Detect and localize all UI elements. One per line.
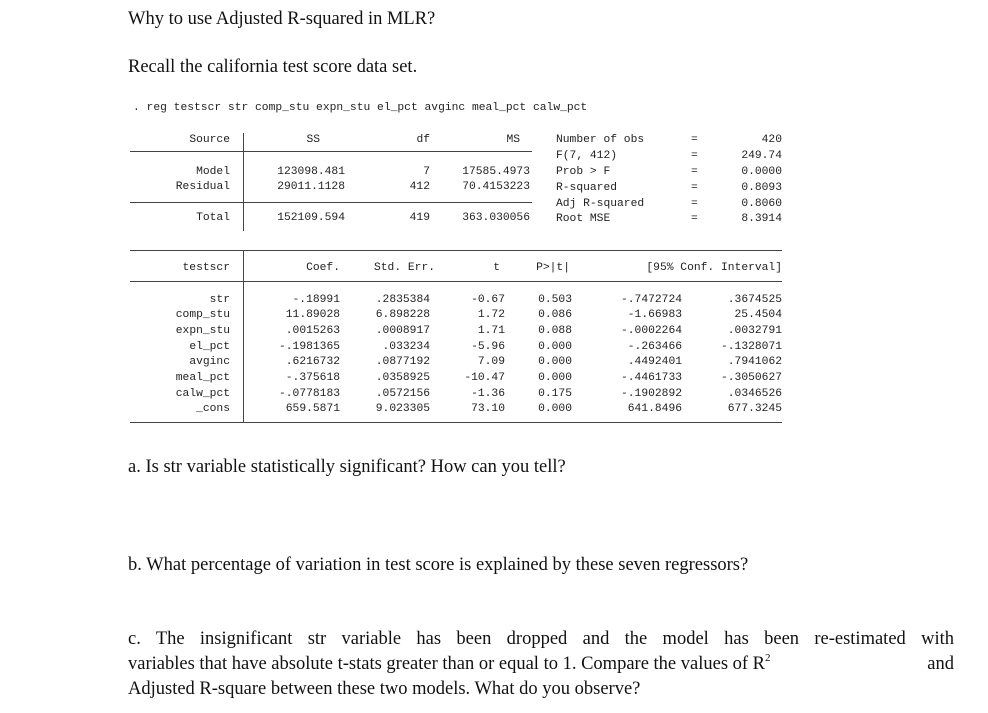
coef-row-se: .0358925 (375, 372, 430, 384)
fit-stat-value: 420 (761, 134, 782, 146)
coef-row-var: comp_stu (175, 309, 230, 321)
question-c-line3: Adjusted R-square between these two models. What do you observe? (128, 679, 641, 699)
anova-total-source: Total (196, 212, 230, 224)
anova-row-source: Model (196, 166, 230, 178)
fit-stat-label: Root MSE (556, 213, 611, 225)
anova-header-ss: SS (306, 134, 320, 146)
coef-header-t: t (493, 262, 500, 274)
question-c-and: and (922, 654, 954, 674)
coef-header-ci: [95% Conf. Interval] (646, 262, 782, 274)
anova-total-df: 419 (409, 212, 430, 224)
question-c-line1: c. The insignificant str variable has been dropped and the model has been re-estimated with (128, 629, 954, 649)
coef-row-se: .0572156 (375, 388, 430, 400)
fit-stat-eq: = (691, 134, 698, 146)
anova-total-rule (130, 202, 532, 203)
question-a: a. Is str variable statistically significant? How can you tell? (128, 457, 566, 477)
anova-header-source: Source (189, 134, 230, 146)
coef-bottom-rule (130, 422, 782, 423)
coef-row-var: calw_pct (175, 388, 230, 400)
coef-row-p: 0.000 (538, 372, 572, 384)
coef-row-t: -10.47 (464, 372, 505, 384)
anova-row-ms: 17585.4973 (462, 166, 530, 178)
question-c-line2 (128, 652, 954, 677)
anova-header-ms: MS (506, 134, 520, 146)
fit-stat-value: 0.8093 (741, 182, 782, 194)
coef-header-rule (130, 281, 782, 282)
fit-stat-label: Adj R-squared (556, 198, 645, 210)
anova-row-source: Residual (175, 181, 230, 193)
anova-header-rule (130, 151, 532, 152)
coef-row-se: 6.898228 (375, 309, 430, 321)
coef-row-p: 0.000 (538, 356, 572, 368)
coef-row-se: .0877192 (375, 356, 430, 368)
coef-row-p: 0.000 (538, 341, 572, 353)
coef-row-var: avginc (189, 356, 230, 368)
coef-row-ci-low: -.1902892 (620, 388, 682, 400)
anova-total-ms: 363.030056 (462, 212, 530, 224)
coef-header-se: Std. Err. (373, 262, 435, 274)
coef-row-se: .033234 (382, 341, 430, 353)
fit-stat-value: 0.0000 (741, 166, 782, 178)
question-c-line2-text (128, 652, 771, 677)
coef-row-ci-low: -.263466 (627, 341, 682, 353)
question-c-r-text: variables that have absolute t-stats greater than or equal to 1. Compare the values of R (128, 654, 766, 674)
coef-row-ci-high: 677.3245 (727, 403, 782, 415)
coef-row-p: 0.088 (538, 325, 572, 337)
coef-row-se: .0008917 (375, 325, 430, 337)
fit-stat-label: R-squared (556, 182, 618, 194)
coef-row-coef: -.375618 (285, 372, 340, 384)
page-heading: Why to use Adjusted R-squared in MLR? (128, 9, 436, 29)
fit-stat-eq: = (691, 150, 698, 162)
coef-row-se: 9.023305 (375, 403, 430, 415)
coef-row-ci-high: 25.4504 (734, 309, 782, 321)
coef-divider (243, 250, 244, 422)
fit-stat-value: 249.74 (741, 150, 782, 162)
fit-stat-eq: = (691, 182, 698, 194)
coef-row-coef: 659.5871 (285, 403, 340, 415)
coef-header-var: testscr (182, 262, 230, 274)
coef-row-coef: .6216732 (285, 356, 340, 368)
question-b: b. What percentage of variation in test score is explained by these seven regressors? (128, 555, 749, 575)
coef-row-coef: 11.89028 (285, 309, 340, 321)
fit-stat-label: F(7, 412) (556, 150, 618, 162)
coef-row-coef: -.1981365 (278, 341, 340, 353)
anova-row-df: 7 (423, 166, 430, 178)
coef-row-ci-high: .0032791 (727, 325, 782, 337)
coef-row-ci-low: -1.66983 (627, 309, 682, 321)
coef-row-var: expn_stu (175, 325, 230, 337)
coef-row-ci-high: .0346526 (727, 388, 782, 400)
coef-row-ci-high: -.3050627 (720, 372, 782, 384)
fit-stat-value: 0.8060 (741, 198, 782, 210)
coef-row-t: -1.36 (471, 388, 505, 400)
fit-stat-value: 8.3914 (741, 213, 782, 225)
coef-header-coef: Coef. (306, 262, 340, 274)
fit-stat-label: Number of obs (556, 134, 645, 146)
coef-row-t: -0.67 (471, 294, 505, 306)
coef-row-ci-low: -.4461733 (620, 372, 682, 384)
fit-stat-eq: = (691, 166, 698, 178)
coef-row-p: 0.175 (538, 388, 572, 400)
coef-row-ci-low: -.7472724 (620, 294, 682, 306)
coef-row-var: str (209, 294, 230, 306)
coef-row-coef: -.18991 (292, 294, 340, 306)
stata-command: . reg testscr str comp_stu expn_stu el_pct avginc meal_pct calw_pct (133, 102, 588, 114)
fit-stat-eq: = (691, 198, 698, 210)
anova-row-ss: 123098.481 (277, 166, 345, 178)
coef-row-p: 0.086 (538, 309, 572, 321)
coef-row-se: .2835384 (375, 294, 430, 306)
anova-divider (243, 133, 244, 231)
fit-stat-label: Prob > F (556, 166, 611, 178)
coef-row-ci-low: -.0002264 (620, 325, 682, 337)
coef-row-t: -5.96 (471, 341, 505, 353)
coef-row-t: 73.10 (471, 403, 505, 415)
coef-row-p: 0.503 (538, 294, 572, 306)
coef-row-ci-high: -.1328071 (720, 341, 782, 353)
fit-stat-eq: = (691, 213, 698, 225)
coef-row-var: el_pct (189, 341, 230, 353)
coef-top-rule (130, 250, 782, 251)
r-squared-superscript: 2 (765, 651, 771, 664)
coef-row-t: 1.71 (477, 325, 505, 337)
coef-row-p: 0.000 (538, 403, 572, 415)
anova-row-ms: 70.4153223 (462, 181, 530, 193)
coef-row-ci-high: .7941062 (727, 356, 782, 368)
coef-row-ci-low: .4492401 (627, 356, 682, 368)
intro-text: Recall the california test score data set. (128, 57, 418, 77)
coef-row-coef: .0015263 (285, 325, 340, 337)
coef-row-var: meal_pct (175, 372, 230, 384)
anova-row-ss: 29011.1128 (277, 181, 345, 193)
coef-row-var: _cons (196, 403, 230, 415)
coef-row-ci-low: 641.8496 (627, 403, 682, 415)
coef-row-t: 1.72 (477, 309, 505, 321)
coef-header-p: P>|t| (536, 262, 570, 274)
anova-total-ss: 152109.594 (277, 212, 345, 224)
anova-row-df: 412 (409, 181, 430, 193)
coef-row-ci-high: .3674525 (727, 294, 782, 306)
coef-row-t: 7.09 (477, 356, 505, 368)
coef-row-coef: -.0778183 (278, 388, 340, 400)
anova-header-df: df (416, 134, 430, 146)
